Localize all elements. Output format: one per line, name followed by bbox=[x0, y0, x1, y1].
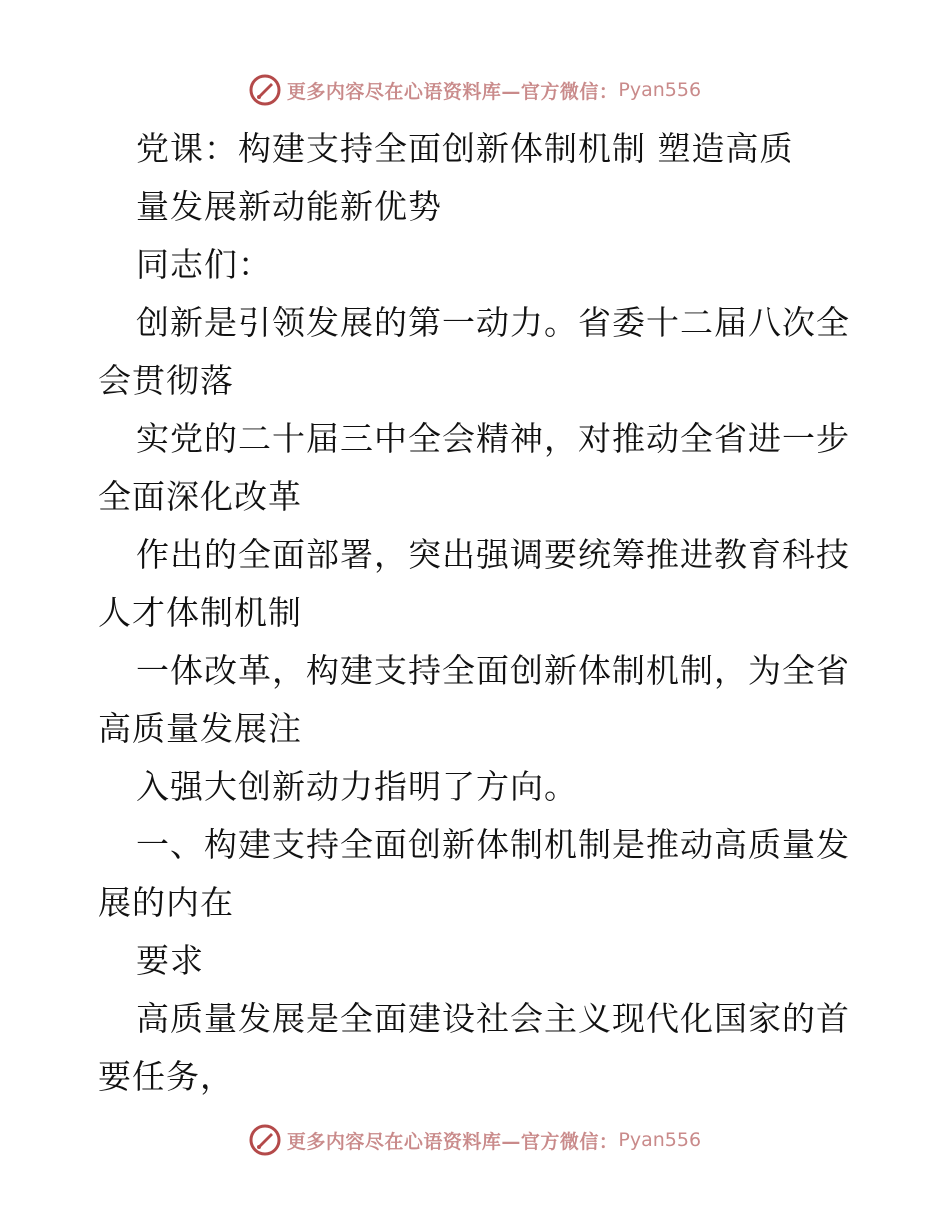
paragraph: 创新是引领发展的第一动力。省委十二届八次全会贯彻落 bbox=[98, 303, 850, 400]
section-heading: 一、构建支持全面创新体制机制是推动高质量发展的内在 bbox=[98, 825, 850, 922]
footer-banner-contact: Pyan556 bbox=[618, 1129, 702, 1151]
header-banner-contact: Pyan556 bbox=[618, 79, 702, 101]
header-banner-text: 更多内容尽在心语资料库—官方微信： bbox=[286, 80, 619, 103]
paragraph: 入强大创新动力指明了方向。 bbox=[136, 767, 578, 806]
paragraph: 高质量发展是全面建设社会主义现代化国家的首要任务， bbox=[98, 999, 850, 1096]
section-heading-continued: 要求 bbox=[136, 941, 204, 980]
paragraph: 作出的全面部署，突出强调要统筹推进教育科技人才体制机制 bbox=[98, 535, 850, 632]
paragraph: 同志们： bbox=[136, 245, 272, 284]
quill-logo-icon bbox=[249, 1124, 281, 1156]
footer-banner bbox=[0, 1120, 950, 1160]
document-title-line-1: 党课：构建支持全面创新体制机制 塑造高质 bbox=[136, 129, 794, 168]
quill-logo-icon bbox=[249, 74, 281, 106]
paragraph: 一体改革，构建支持全面创新体制机制，为全省高质量发展注 bbox=[98, 651, 850, 748]
document-title-line-2: 量发展新动能新优势 bbox=[136, 187, 442, 226]
header-banner bbox=[0, 70, 950, 110]
document-body bbox=[98, 120, 858, 1106]
paragraph: 实党的二十届三中全会精神，对推动全省进一步全面深化改革 bbox=[98, 419, 850, 516]
footer-banner-text: 更多内容尽在心语资料库—官方微信： bbox=[286, 1130, 619, 1153]
